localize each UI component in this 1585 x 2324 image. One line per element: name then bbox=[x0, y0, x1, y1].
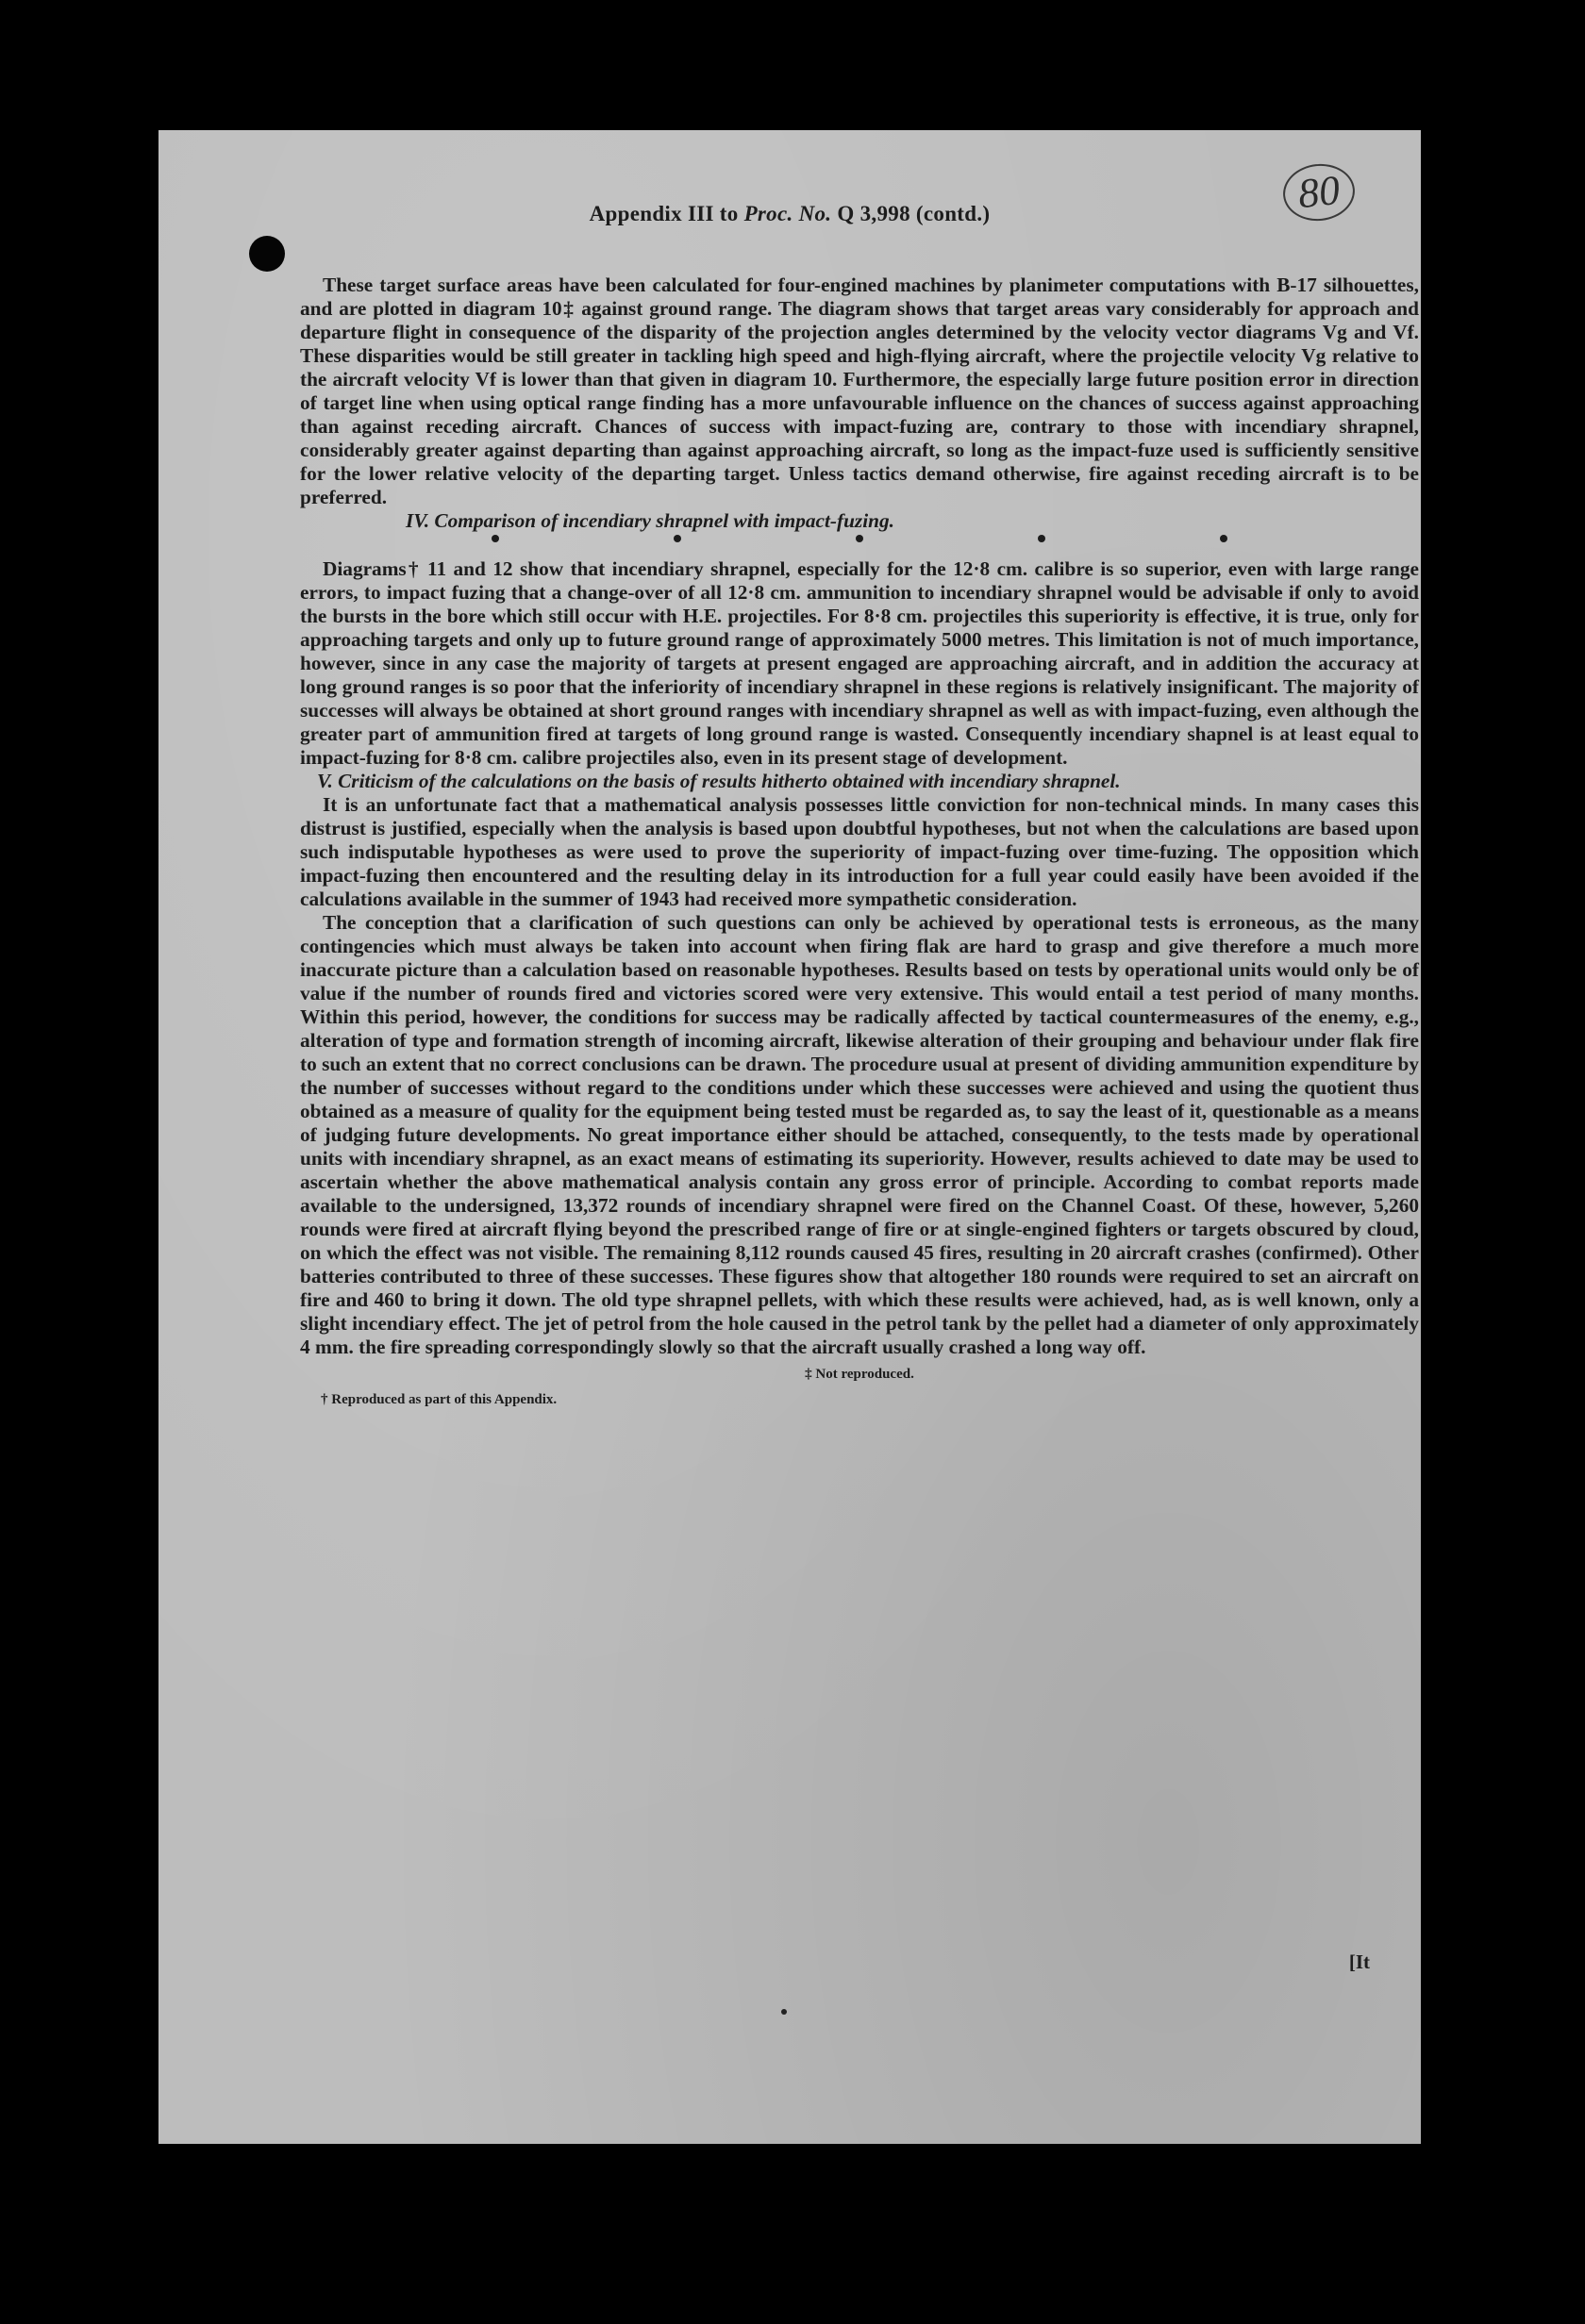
paragraph-comparison: Diagrams† 11 and 12 show that incendiary shrapnel, especially for the 12·8 cm. calibre is so superior, even with large range errors, to impact fuzing that a change-over of all 12·8 cm. ammunition to incendiary shrapnel would be advisable if only to avoid the bursts in the bore which still occur with H.E. projectiles. For 8·8 cm. projectiles this superiority is effective, it is true, only for approaching targets and only up to future ground range of approximately 5000 metres. This limitation is not of much importance, however, since in any case the majority of targets at present engaged are approaching aircraft, and in addition the accuracy at long ground ranges is so poor that the inferiority of incendiary shrapnel in these regions is relatively insignificant. The majority of successes will always be obtained at short ground ranges with incendiary shrapnel as well as with impact-fuzing, even although the greater part of ammunition fired at targets of long ground range is wasted. Consequently incendiary shapnel is at least equal to impact-fuzing for 8·8 cm. calibre projectiles also, even in its present stage of development. bbox=[300, 557, 1419, 769]
page-header bbox=[158, 202, 1421, 226]
paragraph-analysis: It is an unfortunate fact that a mathematical analysis possesses little conviction for non-technical minds. In many cases this distrust is justified, especially when the analysis is based upon doubtful hypotheses, but not when the calculations are based upon such indisputable hypotheses as were used to prove the superiority of impact-fuzing over time-fuzing. The opposition which impact-fuzing then encountered and the resulting delay in its introduction for a full year could easily have been avoided if the calculations available in the summer of 1943 had received more sympathetic consideration. bbox=[300, 793, 1419, 910]
folio-number: 80 bbox=[1280, 160, 1358, 224]
paragraph-operational-tests: The conception that a clarification of such questions can only be achieved by operational tests is erroneous, as the many contingencies which must always be taken into account when firing flak are hard to grasp and give therefore a much more inaccurate picture than a calculation based on reasonable hypotheses. Results based on tests by operational units would only be of value if the number of rounds fired and victories scored were very extensive. This would entail a test period of many months. Within this period, however, the conditions for success may be radically affected by tactical countermeasures of the enemy, e.g., alteration of type and formation strength of incoming aircraft, likewise alteration of their grouping and behaviour under flak fire to such an extent that no correct conclusions can be drawn. The procedure usual at present of dividing ammunition expenditure by the number of successes without regard to the conditions under which these successes were achieved and using the quotient thus obtained as a measure of quality for the equipment being tested must be regarded as, to say the least of it, questionable as a means of judging future developments. No great importance either should be attached, consequently, to the tests made by operational units with incendiary shrapnel, as an exact means of estimating its superiority. However, results achieved to date may be used to ascertain whether the above mathematical analysis contain any gross error of principle. According to combat reports made available to the undersigned, 13,372 rounds of incendiary shrapnel were fired on the Channel Coast. Of these, however, 5,260 rounds were fired at aircraft flying beyond the prescribed range of fire or at single-engined fighters or targets obscured by cloud, on which the effect was not visible. The remaining 8,112 rounds caused 45 fires, resulting in 20 aircraft crashes (confirmed). Other batteries contributed to three of these successes. These figures show that altogether 180 rounds were required to set an aircraft on fire and 460 to bring it down. The old type shrapnel pellets, with which these results were achieved, had, as is well known, only a slight incendiary effect. The jet of petrol from the hole caused in the petrol tank by the pellet had a diameter of only approximately 4 mm. the fire spreading correspondingly slowly so that the aircraft usually crashed a long way off. bbox=[300, 911, 1419, 1358]
omission-dot bbox=[674, 535, 681, 542]
document-page bbox=[158, 130, 1421, 2144]
document-body bbox=[300, 274, 1419, 1412]
paragraph-target-areas: These target surface areas have been calculated for four-engined machines by planimeter computations with B-17 silhouettes, and are plotted in diagram 10‡ against ground range. The diagram shows that target areas vary considerably for approach and departure flight in consequence of the disparity of the projection angles determined by the velocity vector diagrams Vg and Vf. These disparities would be still greater in tackling high speed and high-flying aircraft, where the projectile velocity Vg relative to the aircraft velocity Vf is lower than that given in diagram 10. Furthermore, the especially large future position error in direction of target line when using optical range finding has a more unfavourable influence on the chances of success against approaching than against receding aircraft. Chances of success with impact-fuzing are, contrary to those with incendiary shrapnel, considerably greater against departing than against approaching aircraft, so long as the impact-fuze used is sufficiently sensitive for the lower relative velocity of the departing target. Unless tactics demand otherwise, fire against receding aircraft is to be preferred. bbox=[300, 274, 1419, 508]
footnote-not-reproduced: ‡ Not reproduced. bbox=[805, 1367, 914, 1382]
punch-hole bbox=[249, 236, 285, 272]
section-heading-iv: IV. Comparison of incendiary shrapnel with impact-fuzing. bbox=[406, 509, 894, 532]
omission-dot bbox=[856, 535, 863, 542]
omission-dot bbox=[1220, 535, 1227, 542]
header-italic: Proc. No. bbox=[743, 202, 832, 225]
ink-speck bbox=[781, 2009, 787, 2015]
catchword: [It bbox=[1348, 1950, 1370, 1973]
footnote-reproduced: † Reproduced as part of this Appendix. bbox=[321, 1392, 558, 1407]
header-suffix: Q 3,998 (contd.) bbox=[831, 202, 991, 225]
omission-dots bbox=[300, 535, 1419, 542]
header-prefix: Appendix III to bbox=[589, 202, 744, 225]
omission-dot bbox=[1038, 535, 1045, 542]
omission-dot bbox=[492, 535, 499, 542]
section-heading-v: V. Criticism of the calculations on the basis of results hitherto obtained with incendiary shrapnel. bbox=[317, 770, 1121, 792]
